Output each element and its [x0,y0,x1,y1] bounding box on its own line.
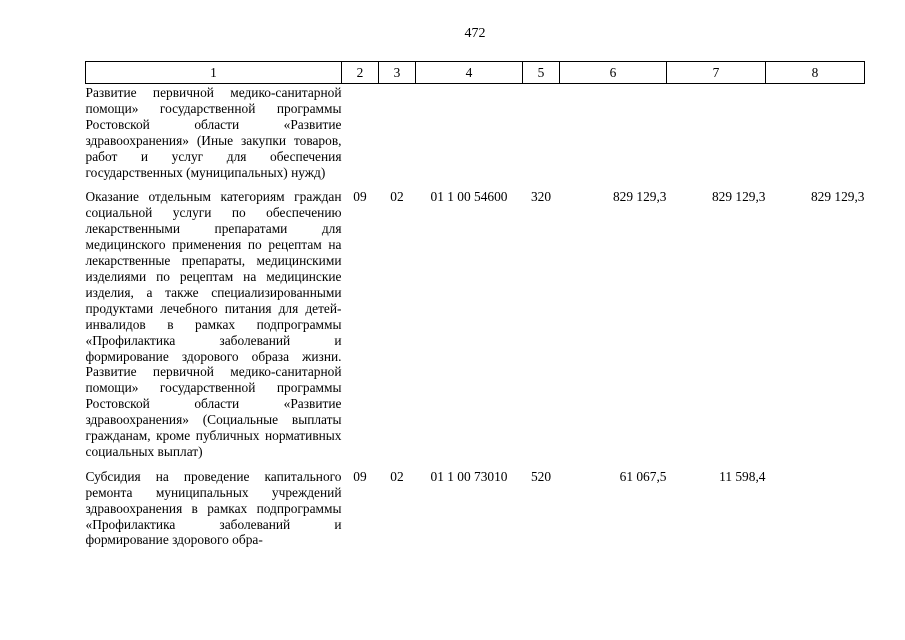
column-header-4: 4 [416,62,523,84]
row-amount-col8 [766,84,865,181]
column-header-5: 5 [523,62,560,84]
row-amount-col7: 11 598,4 [719,468,766,484]
row-amount-col6: 829 129,3 [612,189,667,205]
column-header-8: 8 [766,62,865,84]
row-description: Субсидия на проведение капитального ремонта муниципальных учреждений здравоохранения в рамках подпрограммы «Профилактика заболеваний и формирование здорового обра- [85,468,342,548]
column-header-3: 3 [379,62,416,84]
row-amount-col7 [667,84,766,181]
table-row [86,84,865,181]
row-target-article: 01 1 00 73010 [430,468,508,484]
row-expense-type: 520 [530,468,552,484]
table-row [86,180,865,459]
column-header-7: 7 [667,62,766,84]
row-amount-col6 [560,84,667,181]
table-row [86,460,865,549]
row-amount-col8 [766,460,865,549]
column-header-6: 6 [560,62,667,84]
table-header-row [86,62,865,84]
row-section: 09 [353,468,367,484]
row-subsection [379,84,416,181]
row-description: Развитие первичной медико-санитарной помощи» государственной программы Ростовской области «Развитие здравоохранения» (Иные закупки товаров, работ и услуг для обеспечения государственных (муниципальных) нужд) [85,85,342,180]
column-header-2: 2 [342,62,379,84]
row-subsection: 02 [390,468,404,484]
row-target-article: 01 1 00 54600 [430,189,508,205]
row-description: Оказание отдельным категориям граждан социальной услуги по обеспечению лекарственными препаратами для медицинского применения по рецептам на лекарственные препараты, медицинскими изделиями по рецептам на медицинские изделия, а также специализированными продуктами лечебного питания для детей-инвалидов в рамках подпрограммы «Профилактика заболеваний и формирование здорового образа жизни. Развитие первичной медико-санитарной помощи» государственной программы Ростовской области «Развитие здравоохранения» (Социальные выплаты гражданам, кроме публичных нормативных социальных выплат) [85,189,342,459]
row-amount-col7: 829 129,3 [711,189,766,205]
row-section [342,84,379,181]
column-header-1: 1 [86,62,342,84]
row-section: 09 [353,189,367,205]
row-expense-type [523,84,560,181]
row-subsection: 02 [390,189,404,205]
row-amount-col6: 61 067,5 [619,468,667,484]
row-amount-col8: 829 129,3 [810,189,865,205]
page-number: 472 [464,26,486,41]
budget-table [85,61,865,548]
row-expense-type: 320 [530,189,552,205]
row-target-article [416,84,523,181]
